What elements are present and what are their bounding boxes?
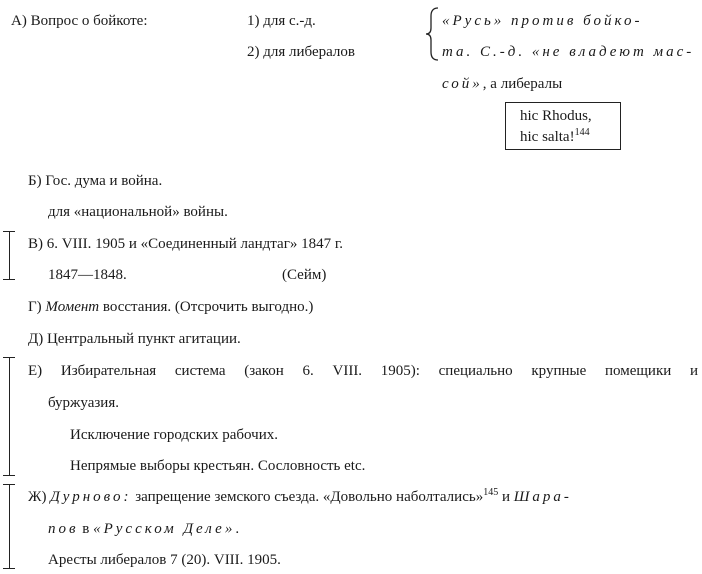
masoi-text: сой» bbox=[442, 76, 483, 92]
bracket-zh bbox=[9, 484, 10, 568]
section-g-line bbox=[28, 298, 313, 316]
section-zh-line-1 bbox=[28, 488, 572, 506]
section-zh-i: и bbox=[498, 489, 514, 505]
section-b-line-2: для «национальной» войны. bbox=[48, 204, 228, 220]
period-text: . bbox=[235, 521, 240, 537]
footnote-145: 145 bbox=[483, 487, 499, 498]
hic-salta-text: hic salta! bbox=[520, 129, 575, 145]
section-zh-line-3: Аресты либералов 7 (20). VIII. 1905. bbox=[48, 552, 281, 568]
section-a-item-1: 1) для с.-д. bbox=[247, 13, 316, 29]
curly-brace-icon bbox=[424, 6, 442, 62]
bracket-zh-top bbox=[3, 484, 15, 485]
russkom-dele-text: «Русском Деле» bbox=[93, 521, 236, 537]
section-a-right-line-1: «Русь» против бойко- bbox=[442, 13, 643, 29]
section-g-prefix: Г) bbox=[28, 299, 46, 315]
bracket-zh-bottom bbox=[3, 568, 15, 569]
bracket-v-bottom bbox=[3, 279, 15, 280]
a-liberaly-text: , а либералы bbox=[482, 76, 563, 92]
pov-text: пов bbox=[48, 521, 79, 537]
section-zh-prefix: Ж) bbox=[28, 489, 51, 505]
bracket-v bbox=[9, 231, 10, 279]
section-b-line-1: Б) Гос. дума и война. bbox=[28, 173, 163, 189]
section-e-line-3: Исключение городских рабочих. bbox=[70, 427, 278, 443]
section-g-moment: Момент bbox=[45, 299, 100, 315]
bracket-e bbox=[9, 357, 10, 475]
section-e-line-2: буржуазия. bbox=[48, 395, 119, 411]
section-a-label: А) Вопрос о бойкоте: bbox=[11, 13, 148, 29]
v-text: в bbox=[78, 521, 94, 537]
section-v-seim: (Сейм) bbox=[282, 267, 327, 283]
section-g-rest: восстания. (Отсрочить выгодно.) bbox=[99, 299, 314, 315]
bracket-v-top bbox=[3, 231, 15, 232]
section-v-line-1: В) 6. VIII. 1905 и «Соединенный ландтаг» 1847 г. bbox=[28, 236, 344, 252]
section-zh-line-2 bbox=[48, 520, 239, 538]
section-zh-mid: запрещение земского съезда. «Довольно наболтались» bbox=[131, 489, 484, 505]
hic-rhodus-line-1: hic Rhodus, bbox=[520, 108, 592, 124]
section-e-line-4: Непрямые выборы крестьян. Сословность etc. bbox=[70, 458, 366, 474]
section-d-line: Д) Центральный пункт агитации. bbox=[28, 331, 241, 347]
section-v-years: 1847—1848. bbox=[48, 267, 127, 283]
durnovo-text: Дурново: bbox=[50, 489, 132, 505]
section-a-item-2: 2) для либералов bbox=[247, 44, 355, 60]
section-a-right-line-2: та. С.-д. «не владеют мас- bbox=[442, 44, 695, 60]
footnote-144: 144 bbox=[574, 127, 590, 138]
sharapov-text: Шара- bbox=[513, 489, 572, 505]
bracket-e-top bbox=[3, 357, 15, 358]
bracket-e-bottom bbox=[3, 475, 15, 476]
section-a-right-line-3 bbox=[442, 75, 562, 93]
hic-rhodus-line-2 bbox=[520, 128, 590, 146]
section-e-line-1: Е) Избирательная система (закон 6. VIII. 1905): специально крупные помещики и bbox=[28, 363, 698, 379]
